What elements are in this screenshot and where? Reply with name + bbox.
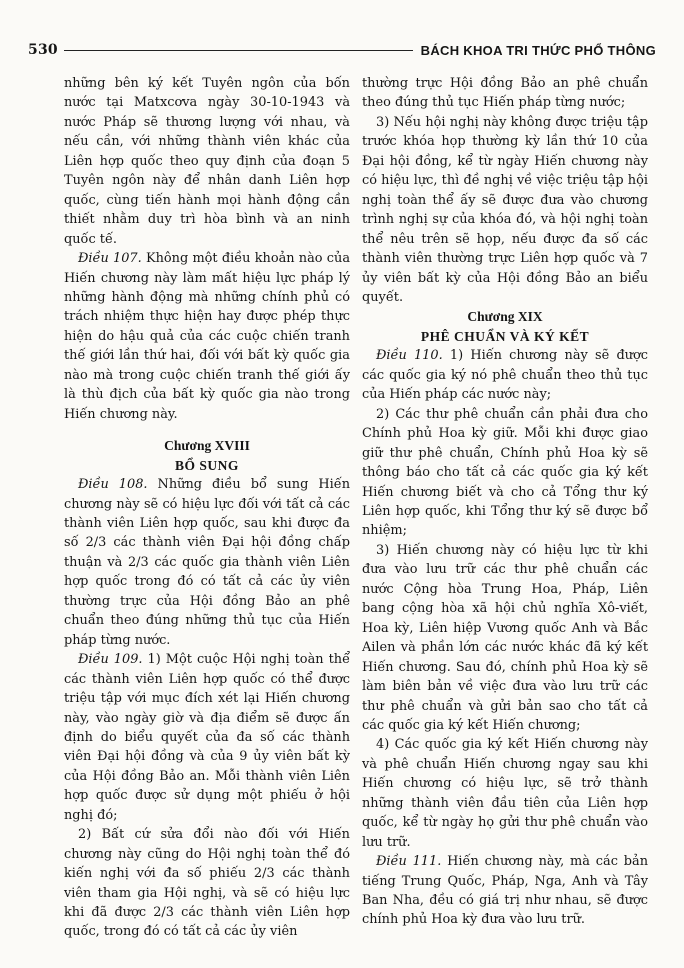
paragraph-continuation: những bên ký kết Tuyên ngôn của bốn nước tại Matxcơva ngày 30-10-1943 và nước Pháp sẽ thương lượng với nhau, và nếu cần, với những thành viên khác của Liên hợp quốc theo quy định của đoạn 5 Tuyên ngôn này để nhân danh Liên hợp quốc, cùng tiến hành mọi hành động cần thiết nhằm duy trì hòa bình và an ninh quốc tế. bbox=[64, 76, 350, 247]
article-110-clause-2: 2) Các thư phê chuẩn cần phải đưa cho Chính phủ Hoa kỳ giữ. Mỗi khi được giao giữ thư phê chuẩn, Chính phủ Hoa kỳ sẽ thông báo cho tất cả các quốc gia ký kết Hiến chương biết và cho cả Tổng thư ký Liên hợp quốc, khi Tổng thư ký sẽ được bổ nhiệm; bbox=[362, 406, 648, 539]
article-109-clause-3: 3) Nếu hội nghị này không được triệu tập trước khóa họp thường kỳ lần thứ 10 của Đại hội đồng, kể từ ngày Hiến chương này có hiệu lực, thì đề nghị về việc triệu tập hội nghị toàn thể ấy sẽ được đưa vào chương trình nghị sự của khóa đó, và hội nghị toàn thể nêu trên sẽ họp, nếu được đa số các thành viên thường trực Liên hợp quốc và 7 ủy viên bất kỳ của Hội đồng Bảo an biểu quyết. bbox=[362, 114, 648, 305]
article-107 bbox=[64, 249, 350, 424]
article-text: 1) Hiến chương này sẽ được các quốc gia ký nó phê chuẩn theo thủ tục của Hiến pháp các nước này; bbox=[362, 348, 648, 403]
article-109-clause-2: 2) Bất cứ sửa đổi nào đối với Hiến chương này cũng do Hội nghị toàn thể đó kiến nghị với đa số phiếu 2/3 các thành viên tham gia Hội nghị, và sẽ có hiệu lực khi đã được 2/3 các thành viên Liên hợp quốc, trong đó có tất cả các ủy viên bbox=[64, 827, 350, 940]
article-label: Điều 108. bbox=[78, 477, 148, 493]
article-label: Điều 109. bbox=[78, 652, 143, 668]
article-text: Những điều bổ sung Hiến chương này sẽ có hiệu lực đối với tất cả các thành viên Liên hợp quốc, sau khi được đa số 2/3 các thành viên Đại hội đồng chấp thuận và 2/3 các quốc gia thành viên Liên hợp quốc trong đó có tất cả các ủy viên thường trực của Hội đồng Bảo an phê chuẩn theo đúng những thủ tục của Hiến pháp từng nước. bbox=[64, 477, 350, 648]
header-rule bbox=[64, 50, 413, 51]
chapter-number: Chương XIX bbox=[467, 309, 543, 325]
article-label: Điều 110. bbox=[376, 348, 443, 364]
article-label: Điều 111. bbox=[376, 854, 442, 870]
right-column bbox=[362, 74, 648, 930]
chapter-title: BỔ SUNG bbox=[175, 457, 239, 473]
article-108 bbox=[64, 475, 350, 650]
page-number: 530 bbox=[28, 42, 58, 58]
article-text: Không một điều khoản nào của Hiến chương này làm mất hiệu lực pháp lý những hành động mà những chính phủ có trách nhiệm thực hiện hay được phép thực hiện do hậu quả của các cuộc chiến tranh thế giới lần thứ hai, đối với bất kỳ quốc gia nào mà trong cuộc chiến tranh thế giới ấy là thù địch của bất kỳ quốc gia nào trong Hiến chương này. bbox=[64, 251, 351, 422]
article-111 bbox=[362, 852, 648, 930]
running-title: BÁCH KHOA TRI THỨC PHỔ THÔNG bbox=[420, 42, 656, 58]
article-text: 1) Một cuộc Hội nghị toàn thể các thành viên Liên hợp quốc có thể được triệu tập với mục đích xét lại Hiến chương này, vào ngày giờ và địa điểm sẽ được ấn định do biểu quyết của đa số các thành viên Đại hội đồng và của 9 ủy viên bất kỳ của Hội đồng Bảo an. Mỗi thành viên Liên hợp quốc được sử dụng một phiếu ở hội nghị đó; bbox=[64, 652, 350, 823]
paragraph-continuation: thường trực Hội đồng Bảo an phê chuẩn theo đúng thủ tục Hiến pháp từng nước; bbox=[362, 76, 648, 111]
left-column bbox=[64, 74, 350, 942]
article-110 bbox=[362, 346, 648, 404]
chapter-number: Chương XVIII bbox=[164, 438, 250, 454]
article-110-clause-3: 3) Hiến chương này có hiệu lực từ khi đưa vào lưu trữ các thư phê chuẩn các nước Cộng hòa Trung Hoa, Pháp, Liên bang cộng hòa xã hội chủ nghĩa Xô-viết, Hoa kỳ, Liên hiệp Vương quốc Anh và Bắc Ailen và phần lớn các nước khác đã ký kết Hiến chương. Sau đó, chính phủ Hoa kỳ sẽ làm biên bản về việc đưa vào lưu trữ các thư phê chuẩn và gửi bản sao cho tất cả các quốc gia ký kết Hiến chương; bbox=[362, 542, 648, 733]
page-header bbox=[28, 40, 656, 60]
article-109 bbox=[64, 650, 350, 825]
chapter-title: PHÊ CHUẨN VÀ KÝ KẾT bbox=[420, 328, 590, 344]
article-110-clause-4: 4) Các quốc gia ký kết Hiến chương này và phê chuẩn Hiến chương ngay sau khi Hiến chương có hiệu lực, sẽ trở thành những thành viên đầu tiên của Liên hợp quốc, kể từ ngày họ gửi thư phê chuẩn vào lưu trữ. bbox=[362, 737, 648, 850]
article-text: Hiến chương này, mà các bản tiếng Trung Quốc, Pháp, Nga, Anh và Tây Ban Nha, đều có giá trị như nhau, sẽ được chính phủ Hoa kỳ đưa vào lưu trữ. bbox=[362, 854, 649, 928]
article-label: Điều 107. bbox=[78, 251, 142, 267]
